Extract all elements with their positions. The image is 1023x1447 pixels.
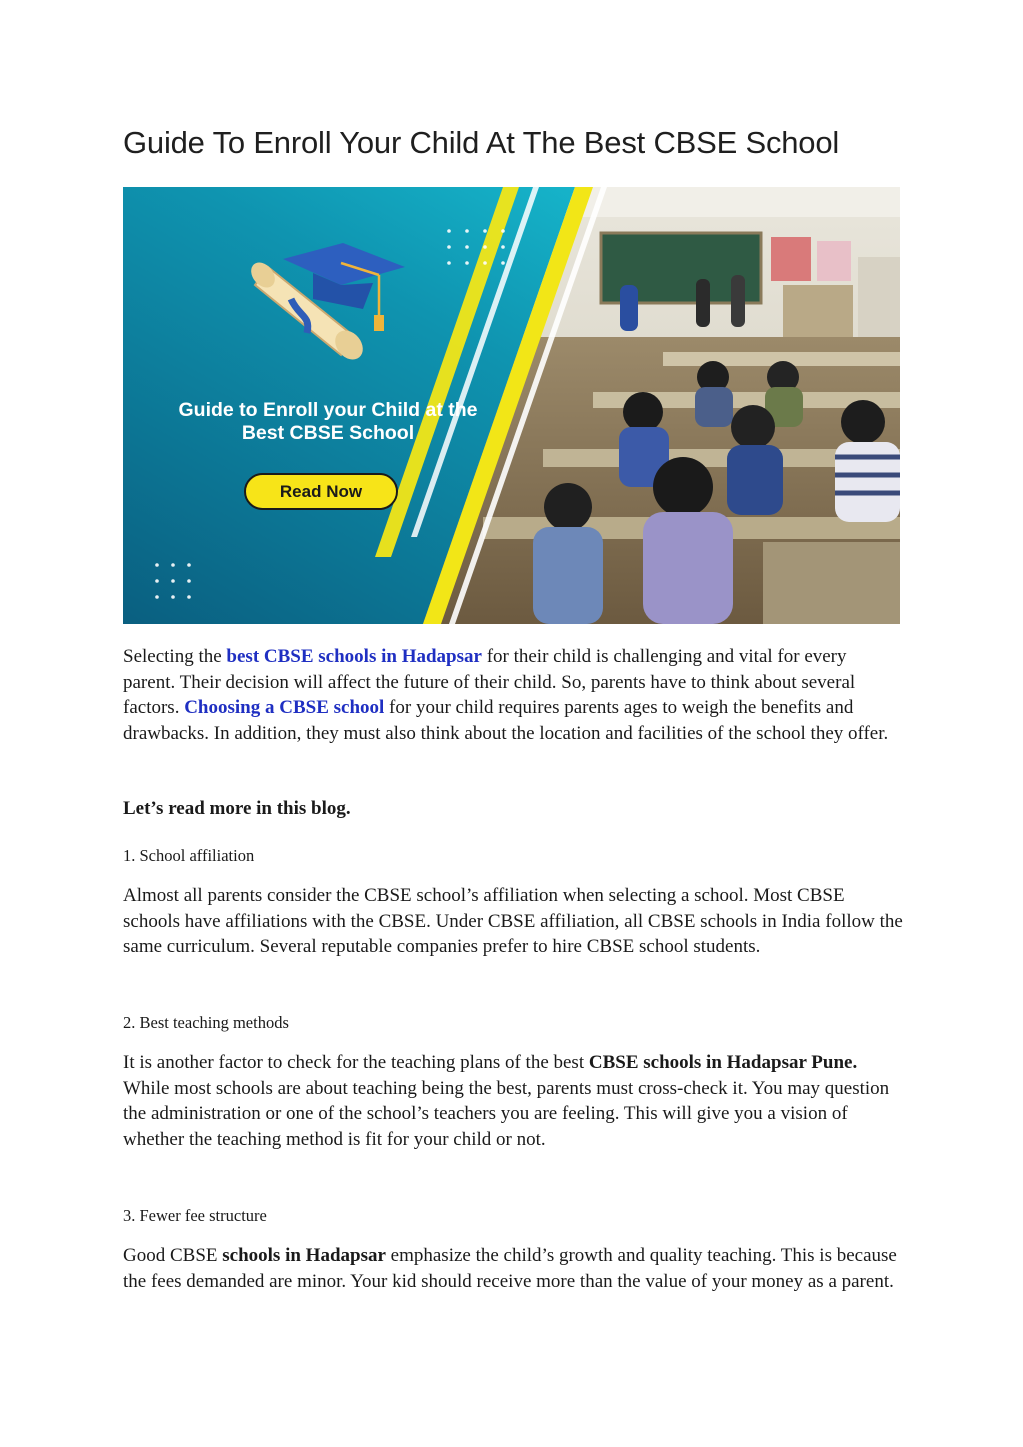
choosing-cbse-school-link[interactable]: Choosing a CBSE school — [184, 697, 385, 718]
section-text-fees — [123, 1243, 903, 1294]
intro-text-2: for their child is challenging and vital for every parent. Their decision will affect the future of their child. So, parents have to think about several factors. — [123, 646, 856, 718]
intro-paragraph — [123, 644, 903, 746]
teaching-bold-text: CBSE schools in Hadapsar Pune. — [588, 1052, 858, 1073]
fees-text-2: emphasize the child’s growth and quality teaching. This is because the fees demanded are minor. Your kid should receive more than the value of your money as a parent. — [123, 1245, 897, 1292]
section-heading-affiliation: 1. School affiliation — [123, 846, 255, 865]
fees-bold-text: schools in Hadapsar — [222, 1245, 386, 1266]
section-text-teaching — [123, 1050, 903, 1152]
section-text-affiliation: Almost all parents consider the CBSE school’s affiliation when selecting a school. Most CBSE schools have affiliations with the CBSE. Under CBSE affiliation, all CBSE schools in India follow the same curriculum. Several reputable companies prefer to hire CBSE school students. — [123, 885, 903, 957]
fees-text-1: Good CBSE — [123, 1245, 223, 1266]
best-cbse-schools-link[interactable]: best CBSE schools in Hadapsar — [226, 646, 482, 667]
lead-line: Let’s read more in this blog. — [123, 798, 351, 819]
intro-text-3: for your child requires parents ages to weigh the benefits and drawbacks. In addition, they must also think about the location and facilities of the school they offer. — [123, 697, 889, 744]
intro-text-1: Selecting the — [123, 646, 227, 667]
teaching-text-1: It is another factor to check for the teaching plans of the best — [123, 1052, 589, 1073]
section-heading-fees: 3. Fewer fee structure — [123, 1206, 267, 1225]
banner-headline-line2: Best CBSE School — [241, 422, 415, 444]
teaching-text-2: While most schools are about teaching being the best, parents must cross-check it. You may question the administration or one of the school’s teachers you are feeling. This will give you a vision of whether the teaching method is fit for your child or not. — [123, 1077, 890, 1150]
banner-headline — [159, 399, 497, 445]
banner-headline-line1: Guide to Enroll your Child at the — [178, 399, 478, 421]
hero-banner — [123, 187, 900, 624]
read-now-button[interactable]: Read Now — [244, 473, 398, 510]
page-title: Guide To Enroll Your Child At The Best CBSE School — [123, 125, 840, 160]
section-heading-teaching: 2. Best teaching methods — [123, 1013, 289, 1032]
